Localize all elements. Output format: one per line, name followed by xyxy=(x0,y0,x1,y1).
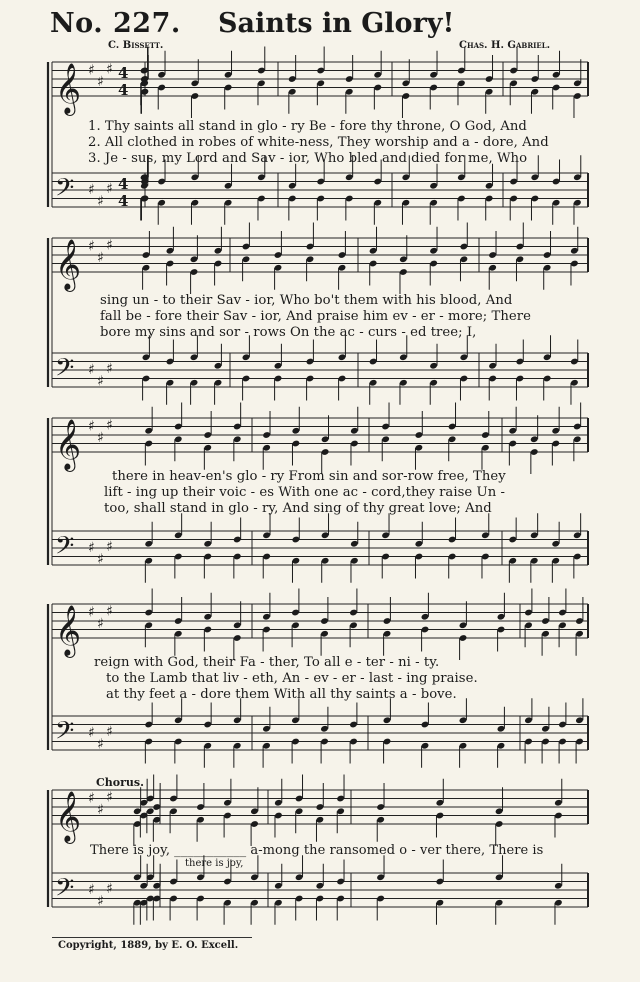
verse-2-line-2: fall be - fore their Sav - ior, And praise him ev - er - more; There xyxy=(100,309,531,324)
sharp-icon: ♯ xyxy=(88,62,95,79)
sharp-icon: ♯ xyxy=(106,181,113,197)
sharp-icon: ♯ xyxy=(97,616,104,632)
verse-2-line-1: 2. All clothed in robes of white-ness, They worship and a - dore, And xyxy=(88,135,549,150)
sharp-icon: ♯ xyxy=(88,725,95,741)
sharp-icon: ♯ xyxy=(106,603,113,620)
copyright-notice: Copyright, 1889, by E. O. Excell. xyxy=(58,940,239,951)
verse-2-line-4: to the Lamb that liv - eth, An - ev - er - last - ing praise. xyxy=(106,671,478,686)
sharp-icon: ♯ xyxy=(97,736,104,753)
time-signature: 4 xyxy=(118,192,129,210)
chorus-sub-line: there is joy, xyxy=(185,858,244,869)
treble-clef-icon: 𝄞 xyxy=(55,63,82,114)
verse-3-line-2: bore my sins and sor - rows On the ac - curs - ed tree; I, xyxy=(100,325,477,340)
composer-credit: Chas. H. Gabriel. xyxy=(459,40,551,51)
sharp-icon: ♯ xyxy=(106,724,113,740)
sharp-icon: ♯ xyxy=(88,540,95,556)
sharp-icon: ♯ xyxy=(106,789,113,806)
sharp-icon: ♯ xyxy=(88,418,95,435)
verse-1-line-1: 1. Thy saints all stand in glo - ry Be - fore thy throne, O God, And xyxy=(88,119,527,134)
hymn-title: Saints in Glory! xyxy=(218,8,455,39)
treble-clef-icon: 𝄞 xyxy=(55,239,82,290)
sharp-icon: ♯ xyxy=(88,882,95,898)
sharp-icon: ♯ xyxy=(97,193,104,210)
sharp-icon: ♯ xyxy=(88,362,95,378)
bass-clef-icon: 𝄢 xyxy=(55,531,75,567)
treble-clef-icon: 𝄞 xyxy=(55,605,82,656)
treble-clef-icon: 𝄞 xyxy=(55,791,82,842)
verse-2-line-3: lift - ing up their voic - es With one ac - cord,they raise Un - xyxy=(104,485,505,500)
sharp-icon: ♯ xyxy=(88,238,95,255)
copyright-rule xyxy=(52,937,252,938)
sharp-icon: ♯ xyxy=(97,250,104,266)
sharp-icon: ♯ xyxy=(88,182,95,198)
sharp-icon: ♯ xyxy=(106,417,113,434)
hymn-number: No. 227. xyxy=(50,8,181,39)
sharp-icon: ♯ xyxy=(97,74,104,90)
time-signature: 4 xyxy=(118,175,129,193)
bass-clef-icon: 𝄢 xyxy=(55,716,75,752)
sharp-icon: ♯ xyxy=(97,551,104,568)
verse-3-line-1: 3. Je - sus, my Lord and Sav - ior, Who bled and died for me, Who xyxy=(88,151,528,166)
verse-1-line-2: sing un - to their Sav - ior, Who bo't them with his blood, And xyxy=(100,293,513,308)
bass-clef-icon: 𝄢 xyxy=(55,173,75,209)
chorus-label: Chorus. xyxy=(96,776,144,789)
treble-clef-icon: 𝄞 xyxy=(55,419,82,470)
sharp-icon: ♯ xyxy=(97,893,104,910)
sharp-icon: ♯ xyxy=(97,802,104,818)
time-signature: 4 xyxy=(118,81,129,99)
verse-3-line-4: at thy feet a - dore them With all thy saints a - bove. xyxy=(106,687,457,702)
sharp-icon: ♯ xyxy=(97,430,104,446)
bass-clef-icon: 𝄢 xyxy=(55,353,75,389)
verse-1-line-3: there in heav-en's glo - ry From sin and sor-row free, They xyxy=(112,469,506,484)
sharp-icon: ♯ xyxy=(97,373,104,390)
sharp-icon: ♯ xyxy=(106,539,113,555)
chorus-line: There is joy, ___________ a-mong the ransomed o - ver there, There is xyxy=(90,843,544,858)
bass-clef-icon: 𝄢 xyxy=(55,873,75,909)
lyricist-credit: C. Bissett. xyxy=(108,40,164,51)
time-signature: 4 xyxy=(118,64,129,82)
verse-1-line-4: reign with God, their Fa - ther, To all e - ter - ni - ty. xyxy=(94,655,440,670)
sharp-icon: ♯ xyxy=(106,881,113,897)
sharp-icon: ♯ xyxy=(106,61,113,78)
sharp-icon: ♯ xyxy=(106,237,113,254)
sharp-icon: ♯ xyxy=(88,604,95,621)
sharp-icon: ♯ xyxy=(88,790,95,807)
sharp-icon: ♯ xyxy=(106,361,113,377)
verse-3-line-3: too, shall stand in glo - ry, And sing of thy great love; And xyxy=(104,501,492,516)
